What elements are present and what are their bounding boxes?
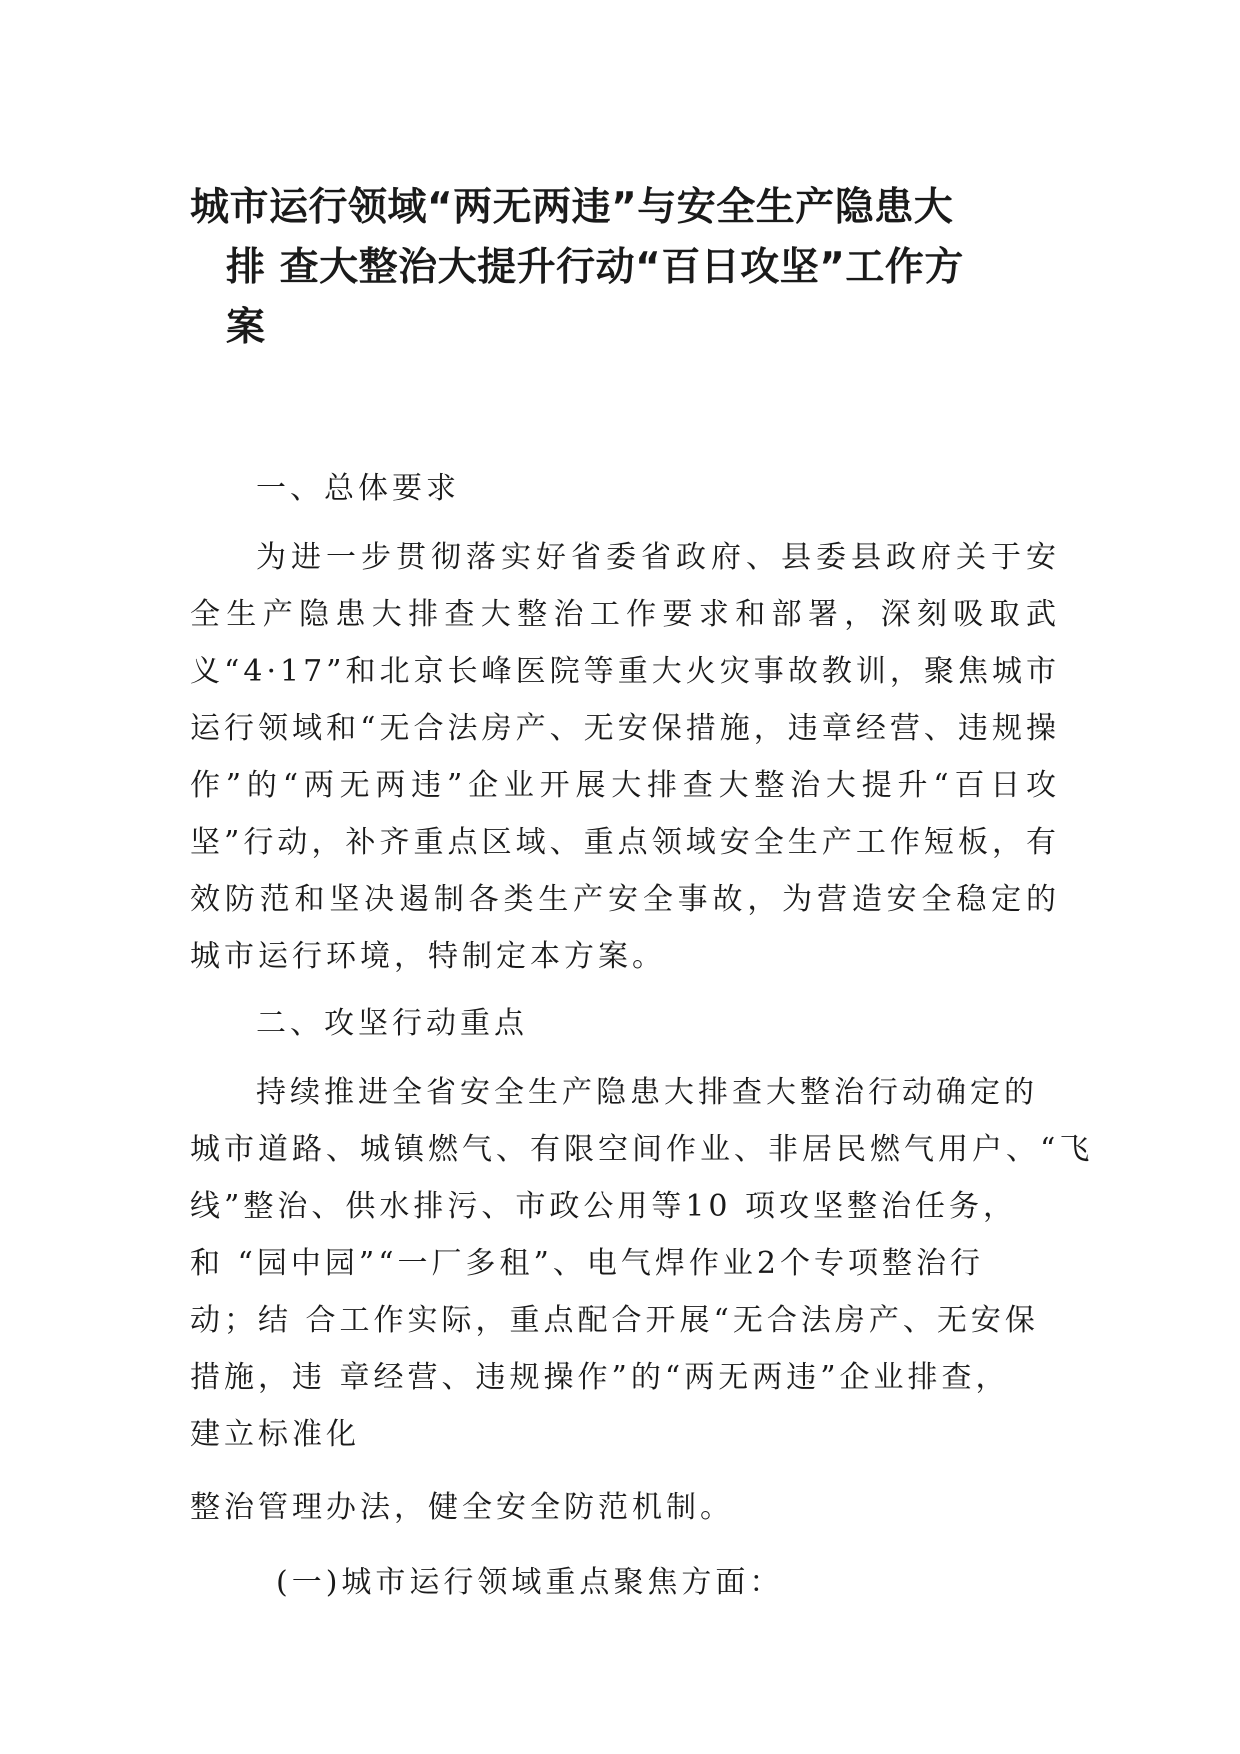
section-2-heading: 二、攻坚行动重点 [256, 1006, 528, 1041]
section-1-paragraph: 为进一步贯彻落实好省委省政府、县委县政府关于安全生产隐患大排查大整治工作要求和部署，深刻吸取武义“4·17”和北京长峰医院等重大火灾事故教训，聚焦城市运行领域和“无合法房产、无安保措施，违章经营、违规操作”的“两无两违”企业开展大排查大整治大提升“百日攻坚”行动，补齐重点区域、重点领域安全生产工作短板，有效防范和坚决遏制各类生产安全事故，为营造安全稳定的城市运行环境，特制定本方案。 [190, 540, 1060, 974]
section-2-paragraph [190, 1064, 1094, 1536]
section-2-line: 措施，违 章经营、违规操作”的“两无两违”企业排查， [190, 1360, 1010, 1395]
section-2-line: 线”整治、供水排污、市政公用等10 项攻坚整治任务， [190, 1189, 1018, 1224]
subsection-1-heading: (一)城市运行领域重点聚焦方面： [276, 1565, 784, 1600]
section-2-line: 和 “园中园”“一厂多租”、电气焊作业2个专项整治行 [190, 1246, 984, 1281]
section-2-line: 动；结 合工作实际，重点配合开展“无合法房产、无安保 [190, 1303, 1039, 1338]
title-line-1: 城市运行领域“两无两违”与安全生产隐患大 [190, 185, 954, 230]
section-2-line: 城市道路、城镇燃气、有限空间作业、非居民燃气用户、“飞 [190, 1132, 1094, 1167]
section-1-heading: 一、总体要求 [256, 471, 460, 506]
document-body [190, 460, 1094, 1611]
title-line-3: 案 [226, 305, 266, 350]
section-2-line: 建立标准化 [190, 1417, 360, 1452]
section-2-line: 持续推进全省安全生产隐患大排查大整治行动确定的 [256, 1075, 1038, 1110]
title-line-2: 排 查大整治大提升行动“百日攻坚”工作方 [226, 245, 964, 290]
document-title [190, 178, 1070, 358]
section-2-line: 整治管理办法，健全安全防范机制。 [190, 1490, 734, 1525]
